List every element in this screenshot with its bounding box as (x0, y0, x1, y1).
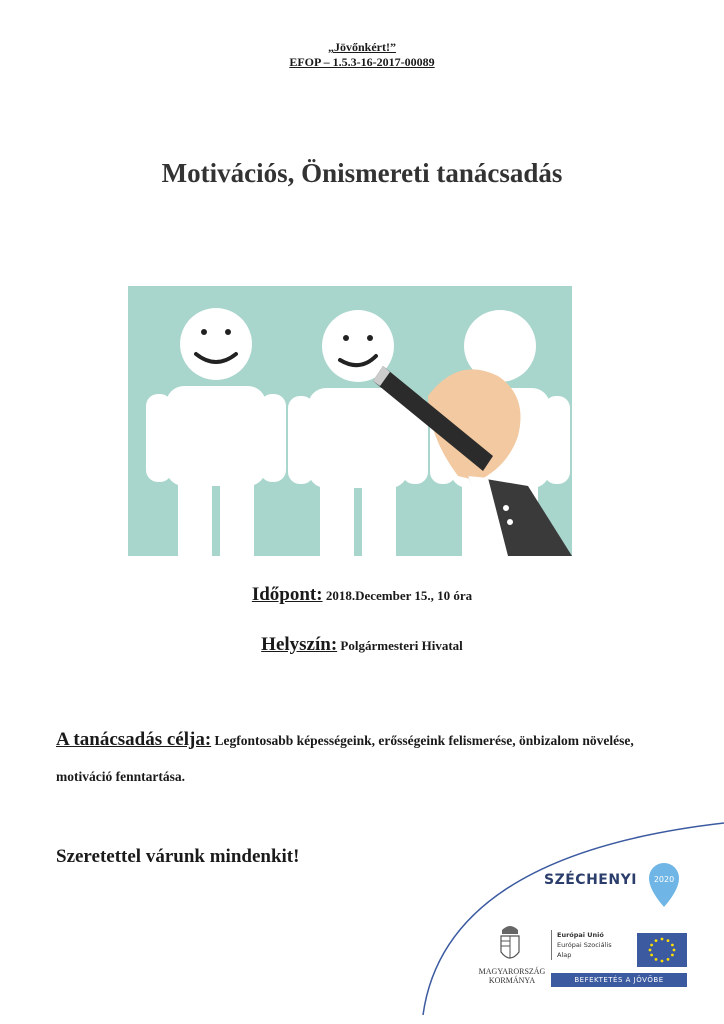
goal-label: A tanácsadás célja: (56, 729, 212, 750)
header-slogan: „Jövőnkért!” (328, 40, 396, 54)
goal-text: Legfontosabb képességeink, erősségeink felismerése, önbizalom növelése, motiváció fenntartása. (56, 733, 634, 784)
eu-line-2: Európai Szociális (557, 941, 612, 949)
invest-banner: BEFEKTETÉS A JÖVŐBE (551, 973, 687, 987)
eu-fund-text (551, 930, 637, 960)
government-line-1: MAGYARORSZÁG (478, 967, 546, 976)
eu-line-1: Európai Unió (557, 931, 604, 939)
event-place (0, 634, 724, 656)
eu-line-3: Alap (557, 951, 572, 959)
time-value: 2018.December 15., 10 óra (325, 588, 473, 603)
government-line-2: KORMÁNYA (488, 976, 536, 985)
header-project-code: EFOP – 1.5.3-16-2017-00089 (289, 55, 435, 69)
time-label: Időpont: (251, 584, 323, 605)
welcome-message: Szeretettel várunk mindenkit! (56, 846, 300, 867)
szechenyi-pin-icon (645, 860, 683, 908)
event-goal (56, 722, 666, 795)
eu-flag-icon (637, 933, 687, 967)
smiley-figures-illustration (128, 286, 572, 556)
place-value: Polgármesteri Hivatal (340, 638, 463, 653)
hungarian-crest-icon (497, 922, 523, 966)
szechenyi-logo-text: SZÉCHENYI (544, 872, 637, 888)
government-logo-text (472, 967, 552, 985)
event-time (0, 584, 724, 606)
place-label: Helyszín: (261, 634, 338, 655)
page-title: Motivációs, Önismereti tanácsadás (161, 158, 563, 188)
szechenyi-year: 2020 (653, 875, 675, 884)
